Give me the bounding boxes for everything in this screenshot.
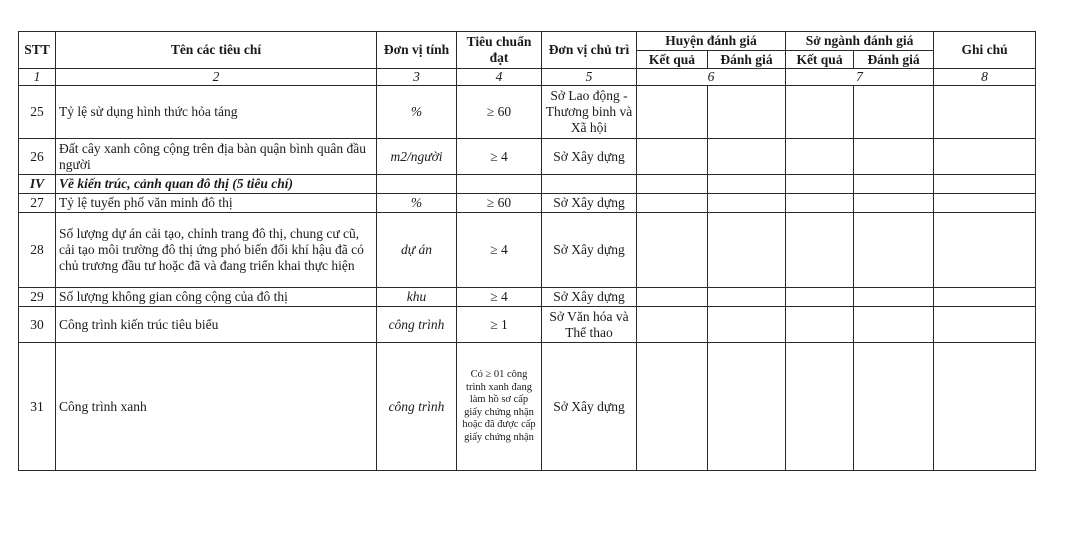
cell-department-assessment	[854, 343, 934, 471]
row-stt: 30	[19, 307, 56, 343]
criteria-table	[18, 31, 1036, 471]
cell-note	[934, 288, 1036, 307]
cell-department-assessment	[854, 86, 934, 139]
cell-district-assessment	[708, 343, 786, 471]
row-unit: khu	[377, 288, 457, 307]
col-number: 6	[637, 69, 786, 86]
row-criteria: Tỷ lệ sử dụng hình thức hỏa táng	[56, 86, 377, 139]
cell-district-result	[637, 194, 708, 213]
cell-district-assessment	[708, 288, 786, 307]
header-district: Huyện đánh giá	[637, 32, 786, 51]
row-unit: m2/người	[377, 139, 457, 175]
cell-department-assessment	[854, 213, 934, 288]
row-criteria: Đất cây xanh công cộng trên địa bàn quận bình quân đầu người	[56, 139, 377, 175]
col-number: 1	[19, 69, 56, 86]
row-lead: Sở Lao động - Thương binh và Xã hội	[542, 86, 637, 139]
col-number: 2	[56, 69, 377, 86]
cell-empty	[708, 175, 786, 194]
table-row	[19, 139, 1036, 175]
table-row	[19, 307, 1036, 343]
cell-district-assessment	[708, 86, 786, 139]
cell-department-result	[786, 307, 854, 343]
cell-department-assessment	[854, 288, 934, 307]
column-number-row	[19, 69, 1036, 86]
cell-district-result	[637, 307, 708, 343]
row-lead: Sở Xây dựng	[542, 194, 637, 213]
row-stt: 31	[19, 343, 56, 471]
row-criteria: Số lượng dự án cải tạo, chỉnh trang đô thị, chung cư cũ, cải tạo môi trường đô thị ứng phó biến đổi khí hậu đã có chủ trương đầu tư hoặc đã và đang triển khai thực hiện	[56, 213, 377, 288]
row-lead: Sở Xây dựng	[542, 213, 637, 288]
row-criteria: Công trình xanh	[56, 343, 377, 471]
cell-note	[934, 194, 1036, 213]
row-stt: 26	[19, 139, 56, 175]
cell-department-result	[786, 194, 854, 213]
header-unit: Đơn vị tính	[377, 32, 457, 69]
table-row	[19, 213, 1036, 288]
cell-department-result	[786, 213, 854, 288]
header-stt: STT	[19, 32, 56, 69]
row-stt: 27	[19, 194, 56, 213]
section-row	[19, 175, 1036, 194]
row-lead: Sở Xây dựng	[542, 288, 637, 307]
section-title: Về kiến trúc, cảnh quan đô thị (5 tiêu chí)	[56, 175, 377, 194]
cell-department-result	[786, 343, 854, 471]
row-standard: Có ≥ 01 công trình xanh đang làm hồ sơ cấp giấy chứng nhận hoặc đã được cấp giấy chứng nhận	[457, 343, 542, 471]
cell-department-result	[786, 288, 854, 307]
row-unit: %	[377, 194, 457, 213]
table-row	[19, 86, 1036, 139]
col-number: 4	[457, 69, 542, 86]
cell-empty	[786, 175, 854, 194]
cell-district-assessment	[708, 139, 786, 175]
row-standard: ≥ 60	[457, 194, 542, 213]
section-number: IV	[19, 175, 56, 194]
cell-note	[934, 307, 1036, 343]
cell-district-result	[637, 343, 708, 471]
row-criteria: Tỷ lệ tuyến phố văn minh đô thị	[56, 194, 377, 213]
col-number: 7	[786, 69, 934, 86]
cell-empty	[637, 175, 708, 194]
cell-department-assessment	[854, 307, 934, 343]
cell-district-result	[637, 86, 708, 139]
row-lead: Sở Xây dựng	[542, 139, 637, 175]
row-lead: Sở Văn hóa và Thể thao	[542, 307, 637, 343]
header-standard: Tiêu chuẩn đạt	[457, 32, 542, 69]
header-row	[19, 32, 1036, 51]
cell-empty	[934, 175, 1036, 194]
header-department-assessment: Đánh giá	[854, 51, 934, 69]
row-lead: Sở Xây dựng	[542, 343, 637, 471]
cell-department-assessment	[854, 139, 934, 175]
cell-note	[934, 86, 1036, 139]
cell-note	[934, 213, 1036, 288]
cell-empty	[854, 175, 934, 194]
row-stt: 29	[19, 288, 56, 307]
cell-note	[934, 343, 1036, 471]
cell-department-assessment	[854, 194, 934, 213]
row-standard: ≥ 4	[457, 288, 542, 307]
row-standard: ≥ 4	[457, 139, 542, 175]
cell-district-assessment	[708, 213, 786, 288]
cell-empty	[542, 175, 637, 194]
row-unit: %	[377, 86, 457, 139]
cell-department-result	[786, 139, 854, 175]
row-standard: ≥ 1	[457, 307, 542, 343]
header-district-result: Kết quả	[637, 51, 708, 69]
row-criteria: Số lượng không gian công cộng của đô thị	[56, 288, 377, 307]
table-row	[19, 194, 1036, 213]
row-criteria: Công trình kiến trúc tiêu biểu	[56, 307, 377, 343]
header-lead: Đơn vị chủ trì	[542, 32, 637, 69]
col-number: 3	[377, 69, 457, 86]
table-row	[19, 288, 1036, 307]
cell-empty	[377, 175, 457, 194]
row-unit: dự án	[377, 213, 457, 288]
row-standard: ≥ 60	[457, 86, 542, 139]
cell-district-result	[637, 288, 708, 307]
header-department-result: Kết quả	[786, 51, 854, 69]
col-number: 5	[542, 69, 637, 86]
table-row	[19, 343, 1036, 471]
header-criteria: Tên các tiêu chí	[56, 32, 377, 69]
cell-district-result	[637, 139, 708, 175]
cell-department-result	[786, 86, 854, 139]
cell-district-assessment	[708, 307, 786, 343]
col-number: 8	[934, 69, 1036, 86]
cell-district-assessment	[708, 194, 786, 213]
cell-empty	[457, 175, 542, 194]
header-district-assessment: Đánh giá	[708, 51, 786, 69]
cell-district-result	[637, 213, 708, 288]
header-note: Ghi chú	[934, 32, 1036, 69]
cell-note	[934, 139, 1036, 175]
row-unit: công trình	[377, 307, 457, 343]
row-stt: 25	[19, 86, 56, 139]
row-standard: ≥ 4	[457, 213, 542, 288]
row-unit: công trình	[377, 343, 457, 471]
row-stt: 28	[19, 213, 56, 288]
header-department: Sở ngành đánh giá	[786, 32, 934, 51]
